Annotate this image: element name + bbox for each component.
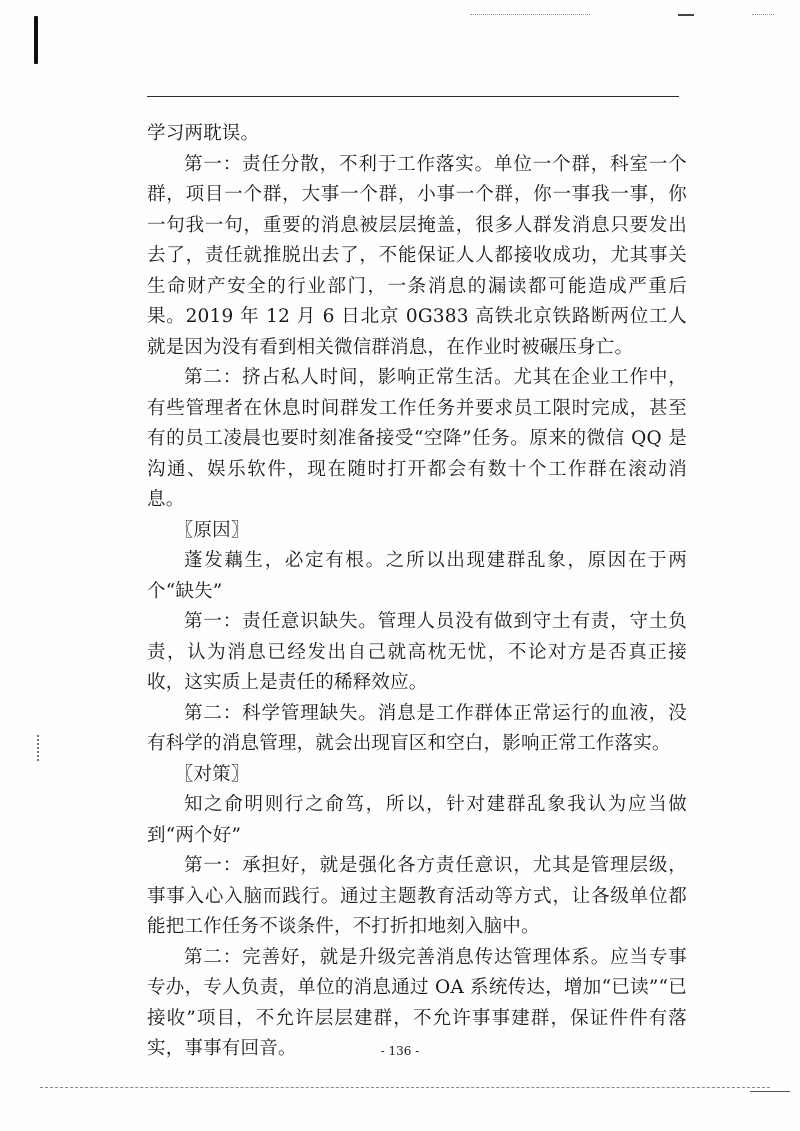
paragraph-continuation: 学习两耽误。: [147, 123, 260, 144]
section-heading-measures: 〖对策〗: [174, 763, 250, 785]
scan-noise-top: [470, 14, 590, 15]
paragraph-cause-1: 第一：责任意识缺失。管理人员没有做到守土有责，守土负责，认为消息已经发出自己就高枕无忧，不论对方是否真正接收，这实质上是责任的稀释效应。: [147, 611, 687, 693]
scan-noise-bottom: [40, 1087, 770, 1088]
scan-noise-dots: [37, 735, 41, 761]
header-rule: [147, 96, 679, 97]
scan-noise-top: [752, 14, 774, 15]
scan-binding-mark: [34, 16, 38, 64]
paragraph-measures-intro: 知之俞明则行之俞笃，所以，针对建群乱象我认为应当做到“两个好”: [147, 794, 687, 846]
page-number: - 136 -: [380, 1044, 420, 1058]
paragraph-cause-2: 第二：科学管理缺失。消息是工作群体正常运行的血液，没有科学的消息管理，就会出现盲区和空白，影响正常工作落实。: [147, 702, 687, 754]
paragraph-measure-2: 第二：完善好，就是升级完善消息传达管理体系。应当专事专办，专人负责，单位的消息通过 OA 系统传达，增加“已读”“已接收”项目，不允许层层建群，不允许事事建群，保证件件有落实，事事有回音。: [147, 946, 687, 1059]
paragraph-point-1: 第一：责任分散，不利于工作落实。单位一个群，科室一个群，项目一个群，大事一个群，小事一个群，你一事我一事，你一句我一句，重要的消息被层层掩盖，很多人群发消息只要发出去了，责任就推脱出去了，不能保证人人都接收成功，尤其事关生命财产安全的行业部门，一条消息的漏读都可能造成严重后果。2019 年 12 月 6 日北京 0G383 高铁北京铁路断两位工人就是因为没有看到相关微信群消息，在作业时被碾压身亡。: [147, 153, 687, 358]
scan-noise-bottom: [750, 1091, 790, 1092]
paragraph-causes-intro: 蓬发藕生，必定有根。之所以出现建群乱象，原因在于两个“缺失”: [147, 550, 687, 602]
paragraph-point-2: 第二：挤占私人时间，影响正常生活。尤其在企业工作中，有些管理者在休息时间群发工作任务并要求员工限时完成，甚至有的员工凌晨也要时刻准备接受“空降”任务。原来的微信 QQ 是沟通、娱乐软件，现在随时打开都会有数十个工作群在滚动消息。: [147, 367, 687, 510]
paragraph-measure-1: 第一：承担好，就是强化各方责任意识，尤其是管理层级，事事入心入脑而践行。通过主题教育活动等方式，让各级单位都能把工作任务不谈条件，不打折扣地刻入脑中。: [147, 855, 687, 937]
scan-noise-top: [678, 14, 694, 16]
document-body: [147, 119, 687, 1065]
section-heading-causes: 〖原因〗: [174, 519, 250, 541]
